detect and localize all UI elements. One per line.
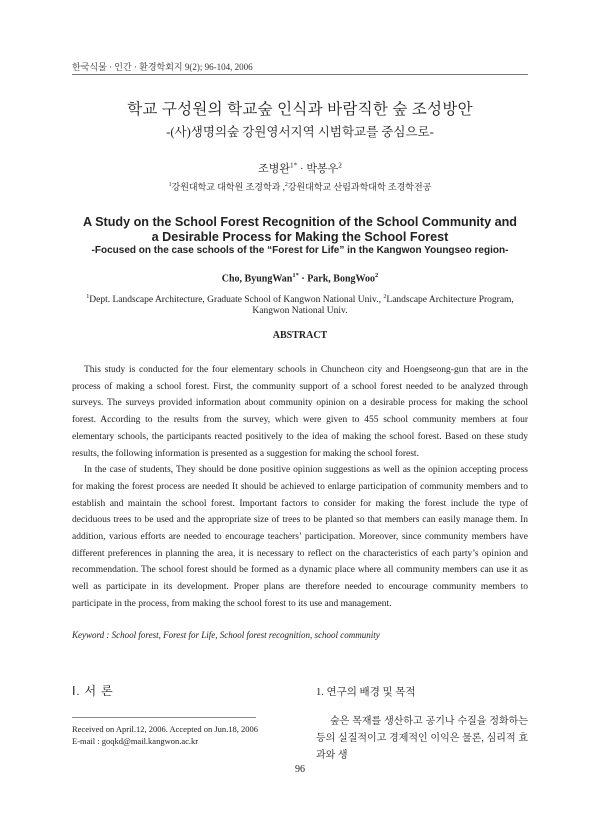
korean-authors xyxy=(0,160,600,176)
korean-author-1-sup: 1* xyxy=(290,161,298,170)
keywords: Keyword : School forest, Forest for Life, School forest recognition, school community xyxy=(72,630,380,640)
abstract-paragraph-2: In the case of students, They should be done positive opinion suggestions as well as the opinion accepting process for making the forest process are needed It should be achieved to enlarge participation of community members and to establish and maintain the school forest. Important factors to consider for making the forest include the type of deciduous trees to be used and the appropriate size of trees to be planted so that members can easily manage them. In addition, various efforts are needed to encourage teachers’ participation. Moreover, since community members have different preferences in planning the area, it is necessary to reflect on the characteristics of each party’s opinion and recommendation. The school forest should be formed as a dynamic place where all community members can use it as well as participate in its development. Proper plans are therefore needed to encourage community members to participate in the process, from making the school forest to its use and management. xyxy=(72,465,528,609)
korean-affiliations xyxy=(0,180,600,193)
abstract-paragraph-1: This study is conducted for the four elementary schools in Chuncheon city and Hoengseong-gun that are in the process of making a school forest. First, the community support of a school forest needed to be analyzed through surveys. The surveys provided information about community opinion on a desirable process for making the school forest. According to the results from the survey, which were given to 455 school community members at four elementary schools, the participants reacted positively to the idea of making the school forest. Based on these study results, the following information is presented as a suggestion for making the school forest. xyxy=(72,365,528,459)
korean-author-2-sup: 2 xyxy=(338,161,342,170)
korean-aff1: 강원대학교 대학원 조경학과 , xyxy=(171,182,285,192)
english-author-1-sup: 1* xyxy=(292,272,299,279)
body-paragraph: 숲은 목재를 생산하고 공기나 수질을 정화하는 등의 실질적이고 경제적인 이익은 물론, 심리적 효과와 생 xyxy=(316,716,528,761)
subsection-heading: 1. 연구의 배경 및 목적 xyxy=(316,687,416,698)
korean-title: 학교 구성원의 학교숲 인식과 바람직한 숲 조성방안 xyxy=(127,101,473,118)
received-note xyxy=(72,723,258,747)
abstract-heading: ABSTRACT xyxy=(272,330,328,341)
section-heading-introduction: Ⅰ. 서 론 xyxy=(72,684,114,698)
korean-aff2: 강원대학교 산림과학대학 조경학전공 xyxy=(287,182,432,192)
korean-author-2: 박봉우 xyxy=(306,163,339,175)
contact-email: E-mail : goqkd@mail.kangwon.ac.kr xyxy=(72,736,199,746)
header-rule xyxy=(72,74,528,75)
journal-header: 한국식물 · 인간 · 환경학회지 9(2); 96-104, 2006 xyxy=(72,62,253,72)
english-aff2: Landscape Architecture Program, Kangwon National Univ. xyxy=(252,295,514,317)
english-aff1: Dept. Landscape Architecture, Graduate School of Kangwon National Univ., xyxy=(89,295,384,306)
english-author-2: Park, BongWoo xyxy=(307,273,375,285)
korean-aff1-sup: 1 xyxy=(168,182,172,188)
author-separator: · xyxy=(298,273,308,285)
korean-subtitle: -(사)생명의숲 강원영서지역 시범학교를 중심으로- xyxy=(166,125,434,139)
english-aff1-sup: 1 xyxy=(86,294,90,300)
english-title: A Study on the School Forest Recognition of the School Community and a Desirable Process for Making the School Forest xyxy=(82,215,518,244)
page-number: 96 xyxy=(295,764,305,775)
english-author-2-sup: 2 xyxy=(374,272,379,279)
received-dates: Received on April.12, 2006. Accepted on Jun.18, 2006 xyxy=(72,724,259,734)
korean-author-1: 조병완 xyxy=(258,163,291,175)
abstract-body xyxy=(72,362,528,613)
korean-aff2-sup: 2 xyxy=(284,182,288,188)
english-subtitle: -Focused on the case schools of the “Forest for Life” in the Kangwon Youngseo region- xyxy=(91,245,509,256)
english-aff2-sup: 2 xyxy=(383,294,387,300)
english-affiliations xyxy=(80,292,520,317)
english-author-1: Cho, ByungWan xyxy=(221,273,293,285)
english-authors xyxy=(0,272,600,284)
author-separator: · xyxy=(297,163,307,175)
footnote-rule xyxy=(72,717,256,718)
